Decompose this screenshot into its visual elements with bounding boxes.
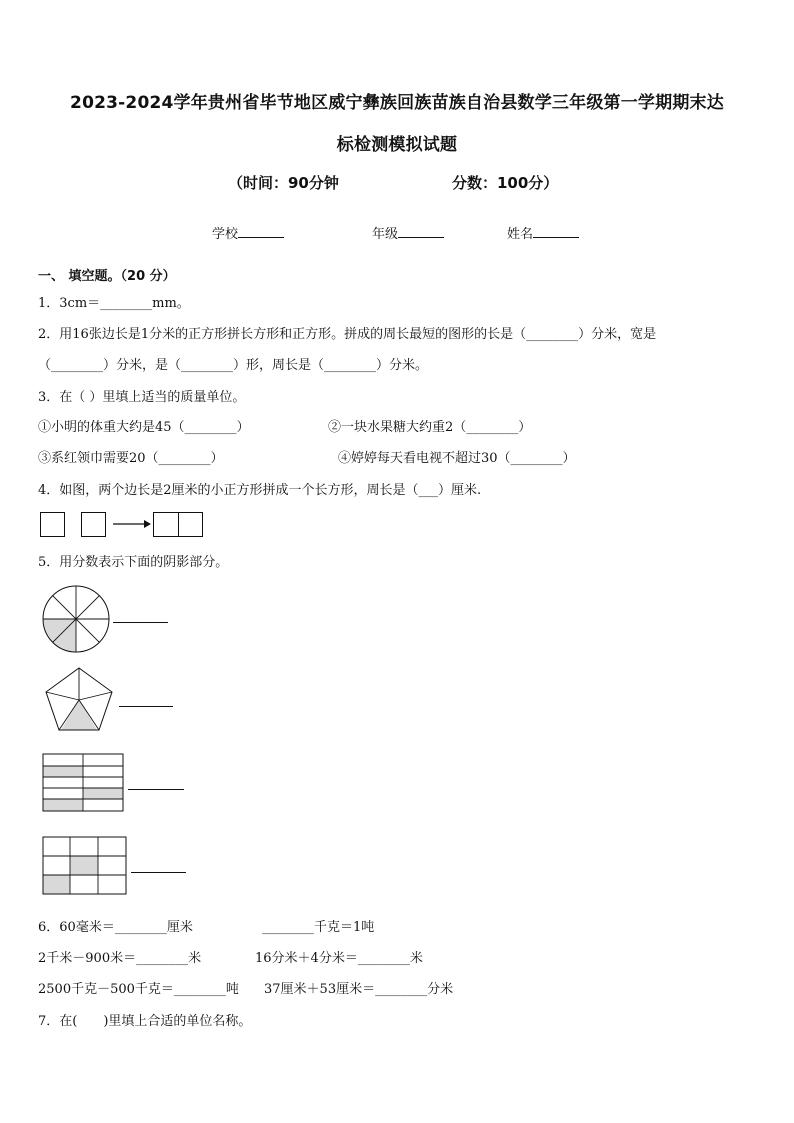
grade-label: 年级 <box>372 227 399 242</box>
fraction-square-grid <box>42 836 128 896</box>
answer-line-strip-grid[interactable] <box>128 789 184 790</box>
answer-line-square-grid[interactable] <box>131 872 186 873</box>
school-field[interactable] <box>212 223 284 242</box>
school-blank[interactable] <box>238 224 284 238</box>
question-3-b: ②一块水果糖大约重2（________） <box>328 420 532 435</box>
question-6-line2-b: 16分米＋4分米＝________米 <box>255 951 423 966</box>
name-blank[interactable] <box>533 224 579 238</box>
page-title-line1: 2023-2024学年贵州省毕节地区威宁彝族回族苗族自治县数学三年级第一学期期末达 <box>70 93 724 113</box>
exam-time: （时间：90分钟 <box>228 174 339 192</box>
section-heading: 一、 填空题。（20 分） <box>38 269 176 284</box>
question-6-line2-a: 2千米－900米＝________米 <box>38 951 202 966</box>
question-3-c: ③系红领巾需要20（________） <box>38 451 224 466</box>
question-2-line1: 2．用16张边长是1分米的正方形拼长方形和正方形。拼成的周长最短的图形的长是（________）分米，宽是 <box>38 327 657 342</box>
question-6-line1-b: ________千克＝1吨 <box>262 920 375 935</box>
small-square-1 <box>40 512 65 537</box>
fraction-strip-grid <box>42 753 126 813</box>
school-label: 学校 <box>212 227 239 242</box>
question-3-d: ④婷婷每天看电视不超过30（________） <box>338 451 576 466</box>
combined-rectangle <box>153 512 203 537</box>
arrow-icon <box>112 518 152 530</box>
name-field[interactable] <box>507 223 579 242</box>
grade-blank[interactable] <box>398 224 444 238</box>
fraction-circle <box>40 583 112 655</box>
fraction-pentagon <box>44 666 114 732</box>
answer-line-circle[interactable] <box>113 622 168 623</box>
question-6-line3-a: 2500千克－500千克＝________吨 <box>38 982 239 997</box>
question-1: 1．3cm＝________mm。 <box>38 296 190 311</box>
question-6-line3-b: 37厘米＋53厘米＝________分米 <box>264 982 454 997</box>
question-4: 4．如图，两个边长是2厘米的小正方形拼成一个长方形，周长是（___）厘米. <box>38 483 482 498</box>
answer-line-pentagon[interactable] <box>119 706 173 707</box>
question-6-line1-a: 6．60毫米＝________厘米 <box>38 920 193 935</box>
small-square-2 <box>81 512 106 537</box>
question-7: 7．在( )里填上合适的单位名称。 <box>38 1014 252 1029</box>
question-2-line2: （________）分米，是（________）形，周长是（________）分米。 <box>38 358 429 373</box>
question-3: 3．在（ ）里填上适当的质量单位。 <box>38 390 246 405</box>
grade-field[interactable] <box>372 223 444 242</box>
question-3-a: ①小明的体重大约是45（________） <box>38 420 250 435</box>
page-title-line2: 标检测模拟试题 <box>336 135 458 155</box>
name-label: 姓名 <box>507 227 534 242</box>
exam-score: 分数：100分） <box>452 174 559 192</box>
question-5: 5．用分数表示下面的阴影部分。 <box>38 555 229 570</box>
